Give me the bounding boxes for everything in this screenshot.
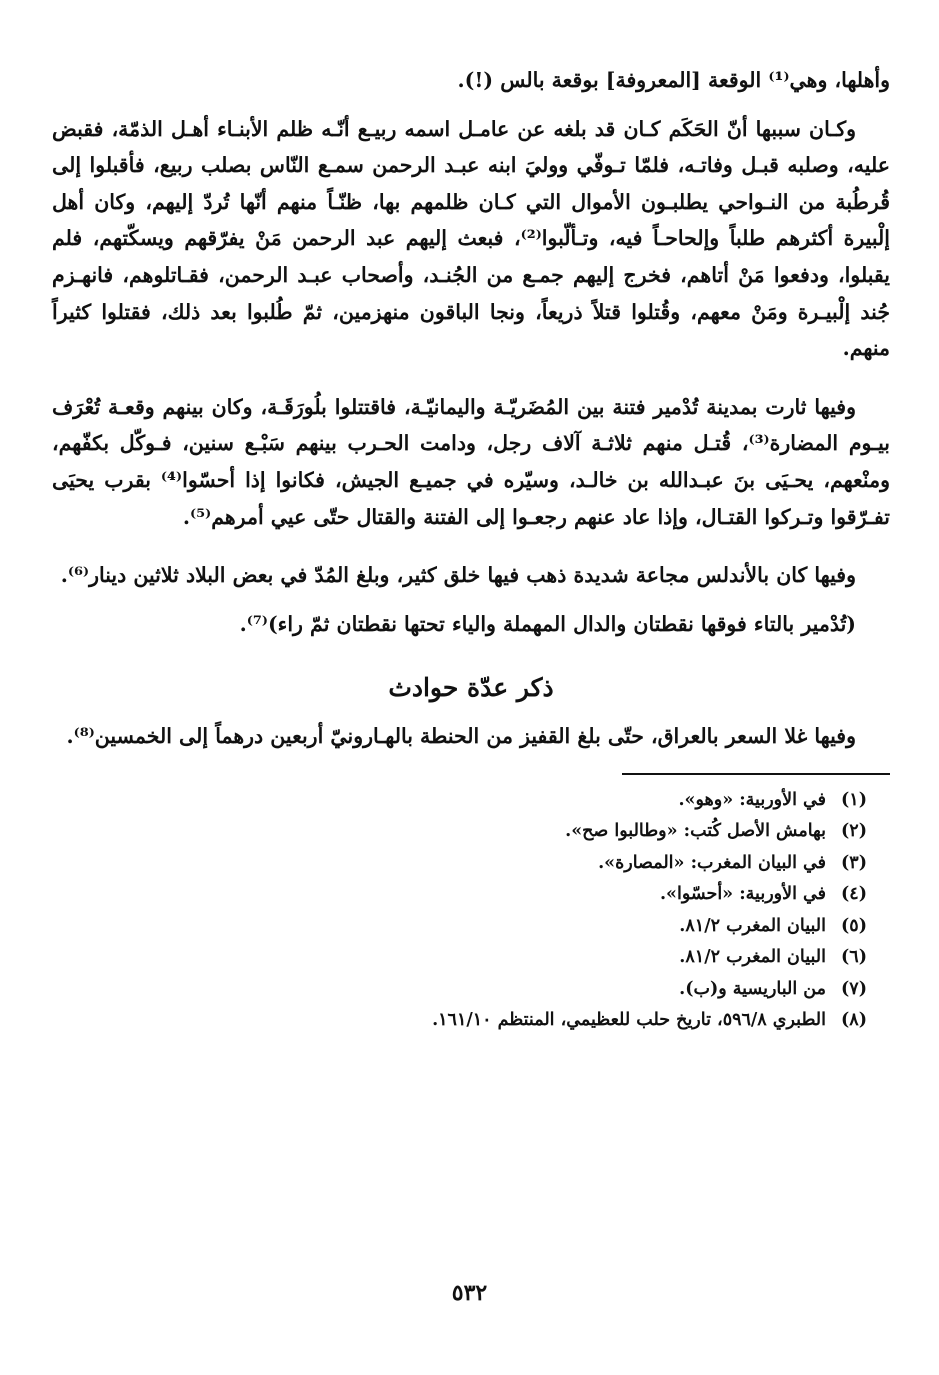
footnote-number: (٢) bbox=[841, 821, 867, 842]
footnote-item bbox=[52, 785, 890, 817]
footnote-text: البيان المغرب ٨١/٢. bbox=[679, 915, 826, 936]
footnote-number: (٤) bbox=[841, 884, 867, 905]
footnote-number: (٣) bbox=[841, 852, 867, 873]
paragraph-1: وأهلها، وهي⁽¹⁾ الوقعة [المعروفة] بوقعة بالس (!). bbox=[457, 68, 890, 92]
footnote-number: (١) bbox=[841, 789, 867, 810]
paragraph-5: (تُدْمير بالتاء فوقها نقطتان والدال المهملة والياء تحتها نقطتان ثمّ راء)⁽⁷⁾. bbox=[239, 611, 856, 636]
page-content bbox=[52, 62, 890, 1037]
footnote-item bbox=[52, 848, 890, 880]
paragraph-3: وفيها ثارت بمدينة تُدْمير فتنة بين المُضَريّـة واليمانيّـة، فاقتتلوا بلُورَقَـة، وكان بينهم وقعـة تُعْرَف بيـوم المضارة⁽³⁾، قُتـل منهم ثلاثـة آلاف رجل، ودامت الحـرب بينهم سَبْـع سنين، فـوكّل بكفّهم، ومنْعهم، يحـيَى بنَ عبـدالله بن خالـد، وسيّره في جميـع الجيش، فكانوا إذا أحسّوا⁽⁴⁾ بقرب يحيَى تفـرّقوا وتـركوا القتـال، وإذا عاد عنهم رجعـوا إلى الفتنة والقتال حتّى عيي أمرهم⁽⁵⁾. bbox=[52, 394, 890, 529]
footnote-text: البيان المغرب ٨١/٢. bbox=[679, 947, 826, 968]
paragraph-2: وكـان سببها أنّ الحَكَم كـان قد بلغه عن عامـل اسمه ربيـع أنّـه ظلم الأبنـاء أهـل الذمّة، فقبض عليه، وصلبه قبـل وفاتـه، فلمّا تـوفّي ووليَ ابنه عبـد الرحمن سمـع النّاس بصلب ربيع، فأقبلوا إلى قُرطُبة من النـواحي يطلبـون الأموال التي كـان ظلمهم بها، ظنّـاً منهم أنّها تُردّ إليهم، وكان أهل إلْبيرة أكثرهم طلباً وإلحاحـاً فيه، وتـألّبوا⁽²⁾، فبعث إليهم عبد الرحمن مَنْ يفرّقهم ويسكّتهم، فلم يقبلوا، ودفعوا مَنْ أتاهم، فخرج إليهم جمـع من الجُنـد، وأصحاب عبـد الرحمن، فقـاتلوهم، فانهـزم جُند إلْبيـرة ومَنْ معهم، وقُتلوا قتلاً ذريعاً، ونجا الباقون منهزمين، ثمّ طُلبوا بعد ذلك، فقتلوا كثيراً منهم. bbox=[52, 116, 890, 361]
footnote-list bbox=[52, 785, 890, 1037]
footnote-text: في البيان المغرب: «المصارة». bbox=[598, 852, 826, 873]
footnote-item bbox=[52, 974, 890, 1006]
footnote-item bbox=[52, 911, 890, 943]
section-heading: ذكر عدّة حوادث bbox=[388, 673, 554, 703]
footnote-separator bbox=[622, 773, 890, 775]
footnote-item bbox=[52, 942, 890, 974]
footnote-item bbox=[52, 1005, 890, 1037]
footnote-number: (٧) bbox=[841, 978, 867, 999]
footnote-text: في الأوربية: «أحسّوا». bbox=[659, 884, 826, 905]
footnote-text: من الباريسية و(ب). bbox=[679, 978, 826, 999]
footnote-text: الطبري ٥٩٦/٨، تاريخ حلب للعظيمي، المنتظم ١٦١/١٠. bbox=[432, 1010, 826, 1031]
paragraph-4: وفيها كان بالأندلس مجاعة شديدة ذهب فيها خلق كثير، وبلغ المُدّ في بعض البلاد ثلاثين دينار⁽⁶⁾. bbox=[60, 563, 856, 588]
footnote-text: بهامش الأصل كُتب: «وطالبوا صح». bbox=[565, 821, 826, 842]
paragraph-6: وفيها غلا السعر بالعراق، حتّى بلغ القفيز من الحنطة بالهـارونيّ أربعين درهماً إلى الخمسين⁽⁸⁾. bbox=[66, 724, 856, 749]
footnote-number: (٦) bbox=[841, 947, 867, 968]
footnote-item bbox=[52, 816, 890, 848]
footnote-number: (٨) bbox=[841, 1010, 867, 1031]
footnote-item bbox=[52, 879, 890, 911]
page-number: ٥٣٢ bbox=[451, 1280, 488, 1306]
footnote-number: (٥) bbox=[841, 915, 867, 936]
footnote-text: في الأوربية: «وهو». bbox=[678, 789, 826, 810]
